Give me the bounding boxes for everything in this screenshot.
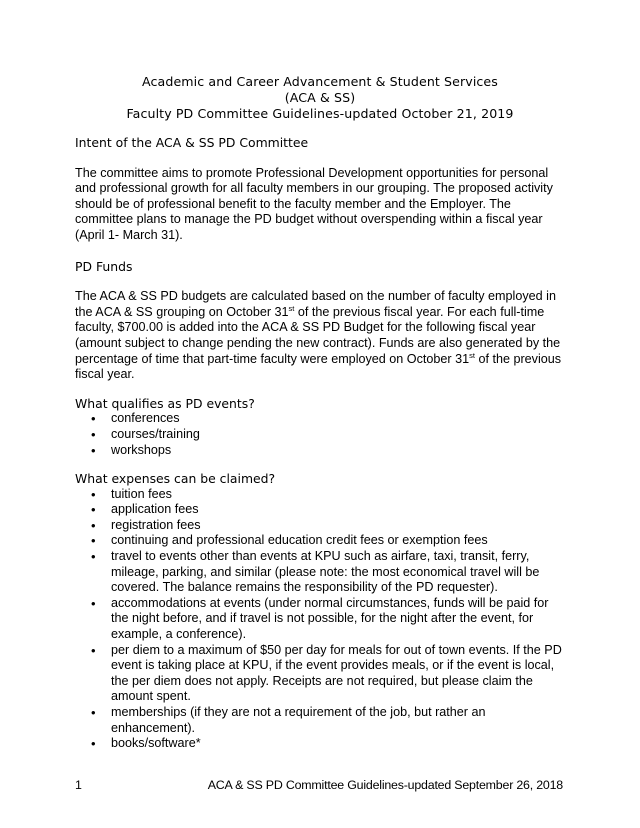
list-item: • conferences [75,411,565,427]
header-subtitle: Faculty PD Committee Guidelines-updated October 21, 2019 [126,106,514,121]
page-number: 1 [75,778,82,792]
list-item: • workshops [75,443,565,459]
expenses-list [75,487,565,752]
intent-heading: Intent of the ACA & SS PD Committee [75,135,309,150]
ordinal-suffix: st [469,350,475,360]
qualifies-heading: What qualifies as PD events? [75,395,255,411]
list-item: • per diem to a maximum of $50 per day for meals for out of town events. If the PD event is taking place at KPU, if the event provides meals, or if the event is local, the per diem does not apply. Receipts are not required, but please claim the amount spent. [75,643,565,705]
list-item: • continuing and professional education credit fees or exemption fees [75,533,565,549]
document-body [75,135,565,752]
funds-text-part2: of the previous fiscal year. For each full-time faculty, $700.00 is added into the ACA & SS PD Budget for the following fiscal year (amount subject to change pending the new contract). Funds are also generated by the percentage of time that part-time faculty were employed on October 31 [75,304,561,366]
list-item: • travel to events other than events at KPU such as airfare, taxi, transit, ferry, mileage, parking, and similar (please note: the most economical travel will be covered. The balance remains the responsibility of the PD requester). [75,549,565,596]
list-item: • tuition fees [75,487,565,503]
list-item: • courses/training [75,427,565,443]
ordinal-suffix: st [288,303,295,313]
expenses-heading: What expenses can be claimed? [75,471,276,487]
funds-text-part3: of the previous fiscal year. [75,351,562,382]
funds-paragraph [75,289,565,383]
footer-text: ACA & SS PD Committee Guidelines-updated September 26, 2018 [207,778,563,792]
qualifies-list [75,411,565,458]
document-header [75,74,565,122]
list-item: • accommodations at events (under normal circumstances, funds will be paid for the night before, and if travel is not possible, for the night after the event, for example, a conference). [75,596,565,643]
intent-paragraph: The committee aims to promote Professional Development opportunities for personal and professional growth for all faculty members in our grouping. The proposed activity should be of professional benefit to the faculty member and the Employer. The committee plans to manage the PD budget without overspending within a fiscal year (April 1- March 31). [75,165,553,242]
list-item: • books/software* [75,736,565,752]
list-item: • memberships (if they are not a requirement of the job, but rather an enhancement). [75,705,565,736]
header-abbreviation: (ACA & SS) [284,90,356,105]
funds-text-part1: The ACA & SS PD budgets are calculated based on the number of faculty employed in the ACA & SS grouping on October 31 [75,289,556,319]
list-item: • registration fees [75,518,565,534]
list-item: • application fees [75,502,565,518]
funds-heading: PD Funds [75,258,133,274]
header-title: Academic and Career Advancement & Student Services [142,74,498,89]
